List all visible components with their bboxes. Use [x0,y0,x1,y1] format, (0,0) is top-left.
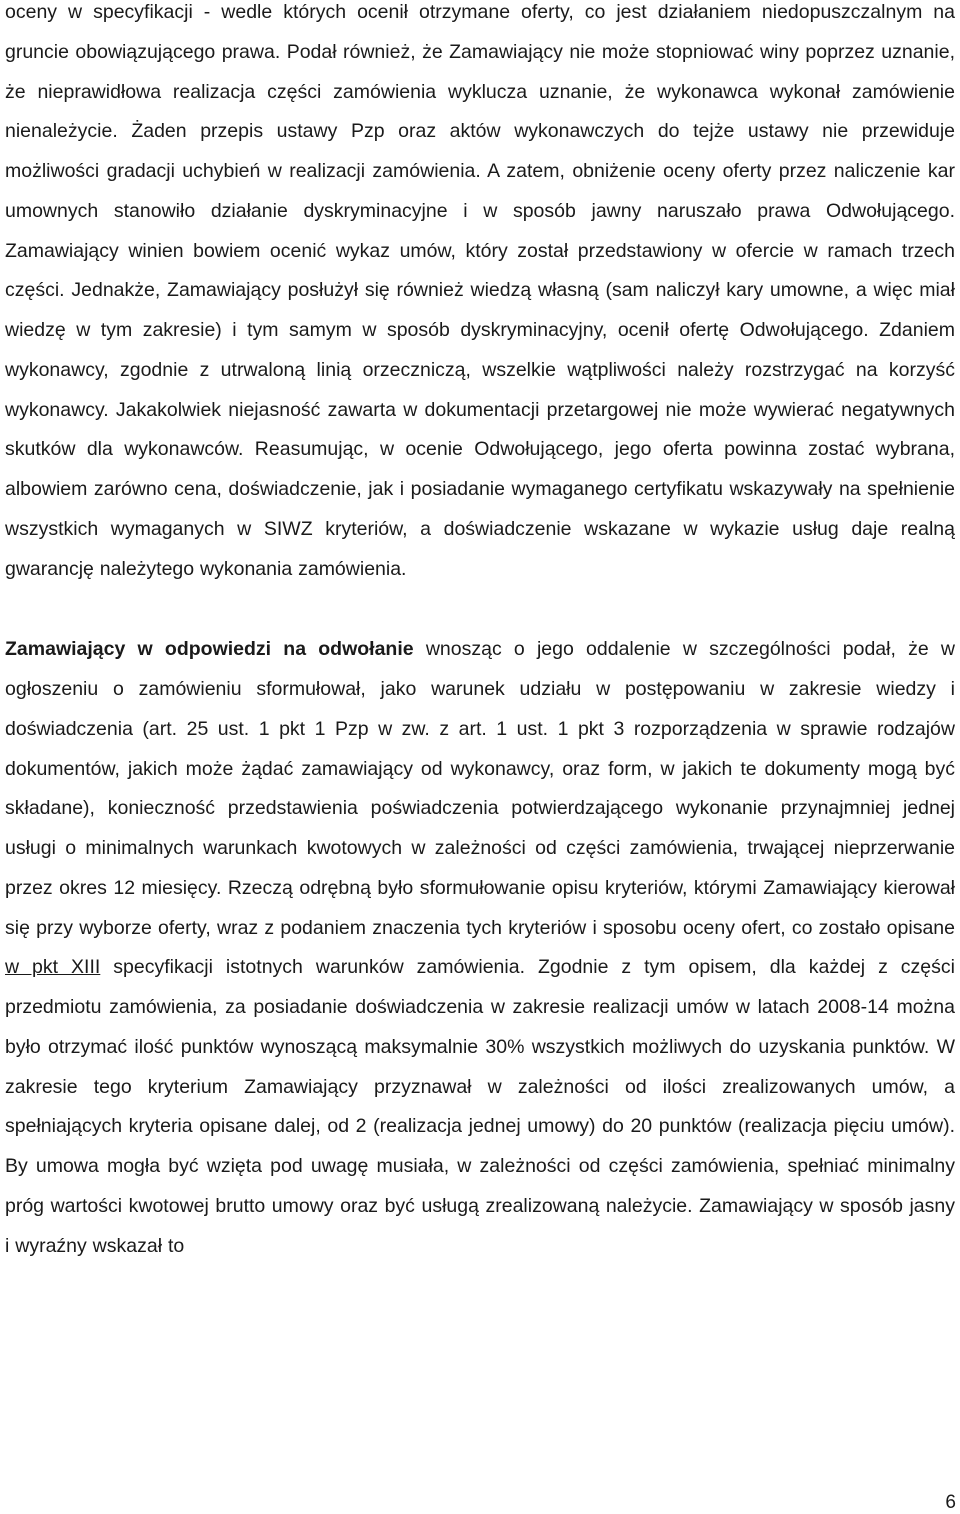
paragraph-2-text-a: wnosząc o jego oddalenie w szczególności podał, że w ogłoszeniu o zamówieniu sformułował, jako warunek udziału w postępowaniu w zakresie wiedzy i doświadczenia (art. 25 ust. 1 pkt 1 Pzp w zw. z art. 1 ust. 1 pkt 3 rozporządzenia w sprawie rodzajów dokumentów, jakich może żądać zamawiający od wykonawcy, oraz form, w jakich te dokumenty mogą być składane), konieczność przedstawienia poświadczenia potwierdzającego wykonanie przynajmniej jednej usługi o minimalnych warunkach kwotowych w zależności od części zamówienia, trwającej nieprzerwanie przez okres 12 miesięcy. Rzeczą odrębną było sformułowanie opisu kryteriów, którymi Zamawiający kierował się przy wyborze oferty, wraz z podaniem znaczenia tych kryteriów i sposobu oceny ofert, co zostało opisane [5,638,955,939]
paragraph-2-heading: Zamawiający w odpowiedzi na odwołanie [5,638,414,661]
paragraph-2 [5,630,955,1266]
page-number: 6 [945,1492,956,1513]
paragraph-2-text-b: specyfikacji istotnych warunków zamówienia. Zgodnie z tym opisem, dla każdej z części przedmiotu zamówienia, za posiadanie doświadczenia w zakresie realizacji umów w latach 2008-14 można było otrzymać ilość punktów wynoszącą maksymalnie 30% wszystkich możliwych do uzyskania punktów. W zakresie tego kryterium Zamawiający przyznawał w zależności od ilości zrealizowanych umów, a spełniających kryteria opisane dalej, od 2 (realizacja jednej umowy) do 20 punktów (realizacja pięciu umów). By umowa mogła być wzięta pod uwagę musiała, w zależności od części zamówienia, spełniać minimalny próg wartości kwotowej brutto umowy oraz być usługą zrealizowaną należycie. Zamawiający w sposób jasny i wyraźny wskazał to [5,956,955,1257]
section-reference: w pkt XIII [5,956,101,979]
document-page [5,0,955,1266]
paragraph-1: oceny w specyfikacji - wedle których ocenił otrzymane oferty, co jest działaniem niedopuszczalnym na gruncie obowiązującego prawa. Podał również, że Zamawiający nie może stopniować winy poprzez uznanie, że nieprawidłowa realizacja części zamówienia wyklucza uznanie, że wykonawca wykonał zamówienie nienależycie. Żaden przepis ustawy Pzp oraz aktów wykonawczych do tejże ustawy nie przewiduje możliwości gradacji uchybień w realizacji zamówienia. A zatem, obniżenie oceny oferty przez naliczenie kar umownych stanowiło działanie dyskryminacyjne i w sposób jawny naruszało prawa Odwołującego. Zamawiający winien bowiem ocenić wykaz umów, który został przedstawiony w ofercie w ramach trzech części. Jednakże, Zamawiający posłużył się również wiedzą własną (sam naliczył kary umowne, a więc miał wiedzę w tym zakresie) i tym samym w sposób dyskryminacyjny, ocenił ofertę Odwołującego. Zdaniem wykonawcy, zgodnie z utrwaloną linią orzeczniczą, wszelkie wątpliwości należy rozstrzygać na korzyść wykonawcy. Jakakolwiek niejasność zawarta w dokumentacji przetargowej nie może wywierać negatywnych skutków dla wykonawców. Reasumując, w ocenie Odwołującego, jego oferta powinna zostać wybrana, albowiem zarówno cena, doświadczenie, jak i posiadanie wymaganego certyfikatu wskazywały na spełnienie wszystkich wymaganych w SIWZ kryteriów, a doświadczenie wskazane w wykazie usług daje realną gwarancję należytego wykonania zamówienia. [5,1,955,580]
